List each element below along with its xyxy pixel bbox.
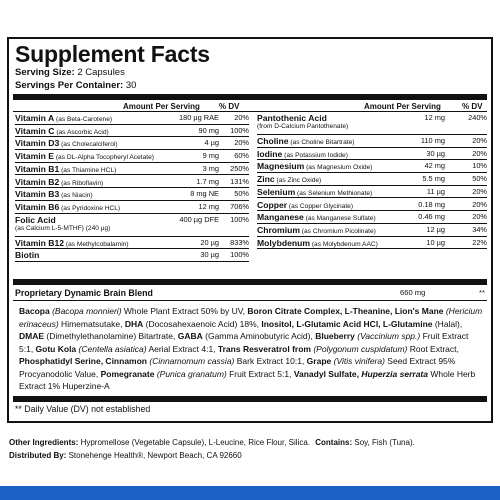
ingredient-segment: Aerial Extract 4:1, [146, 343, 218, 354]
nutrient-name [257, 200, 353, 210]
nutrient-label: Iodine [257, 148, 283, 159]
ingredient-segment: Gotu Kola [35, 343, 79, 354]
ingredient-segment: (Punica granatum) [156, 368, 227, 379]
nutrient-name [257, 149, 348, 159]
ingredient-segment: Trans Resveratrol from [217, 343, 314, 354]
blend-dv: ** [479, 288, 485, 297]
nutrient-dv: 10% [472, 161, 487, 171]
nutrient-name [257, 161, 372, 171]
nutrient-label: Vitamin B2 [15, 176, 60, 187]
divider-thick-bottom [13, 396, 487, 402]
nutrient-dv: 240% [468, 113, 487, 122]
nutrient-row [257, 199, 487, 212]
ingredient-segment: (Vaccinium spp.) [357, 331, 421, 341]
header-amount-left: Amount Per Serving [123, 102, 200, 111]
ingredient-segment: Phosphatidyl Serine, Cinnamon [19, 356, 150, 366]
nutrient-row [257, 173, 487, 186]
nutrient-amount: 9 mg [202, 151, 219, 161]
nutrient-name [15, 113, 112, 123]
nutrient-dv: 100% [230, 250, 249, 260]
ingredient-segment: (Polygonum cuspidatum) [313, 343, 408, 354]
nutrient-label: Vitamin A [15, 113, 55, 123]
nutrients-right-column [257, 112, 487, 287]
nutrient-row [15, 150, 249, 163]
nutrient-dv: 100% [230, 214, 249, 224]
other-ingredients-value: Hypromellose (Vegetable Capsule), L-Leucine, Rice Flour, Silica. [78, 438, 311, 447]
nutrient-label: Vitamin E [15, 151, 55, 162]
ingredient-segment: Whole Plant Extract 50% by UV, [121, 306, 248, 316]
nutrient-label: Vitamin B3 [15, 189, 60, 200]
servings-per-container-label: Servings Per Container: [15, 80, 124, 91]
accent-bar [0, 486, 500, 500]
nutrient-amount: 400 µg DFE [179, 214, 219, 224]
nutrient-source: (as Thiamine HCL) [59, 166, 117, 174]
nutrient-row [257, 211, 487, 224]
divider-thick-blend [13, 279, 487, 285]
nutrient-dv: 20% [472, 148, 487, 158]
nutrient-amount: 90 mg [198, 125, 219, 135]
distributed-by-line [9, 449, 493, 462]
nutrient-source: (as Niacin) [59, 192, 93, 200]
nutrient-amount: 0.46 mg [418, 212, 445, 222]
serving-size [15, 67, 125, 78]
ingredient-segment: (Cinnamomum cassia) [149, 356, 235, 366]
nutrient-amount: 42 mg [424, 161, 445, 171]
header-amount-right: Amount Per Serving [364, 102, 441, 111]
nutrient-dv: 131% [230, 176, 249, 186]
nutrient-amount: 110 mg [420, 136, 445, 145]
other-ingredients-line [9, 436, 493, 449]
ingredient-segment: Huperzia serrata [361, 368, 428, 379]
nutrient-name [257, 225, 376, 235]
nutrient-amount: 3 mg [202, 163, 219, 173]
nutrients-left-column [15, 112, 249, 287]
nutrient-amount: 12 mg [198, 201, 219, 211]
nutrient-row [15, 237, 249, 250]
nutrient-row [257, 186, 487, 199]
ingredient-segment: DHA [124, 318, 144, 329]
nutrient-dv: 20% [234, 113, 249, 122]
nutrient-row [15, 137, 249, 150]
ingredient-segment: Fruit Extract 5:1, [19, 331, 469, 354]
nutrient-row [257, 160, 487, 173]
nutrient-row [15, 201, 249, 214]
nutrient-row [15, 188, 249, 201]
nutrient-name [15, 250, 39, 260]
nutrient-source: (as DL-Alpha Tocopheryl Acetate) [54, 154, 154, 162]
nutrient-source: (as Chromium Picolinate) [299, 227, 376, 235]
nutrient-source: (as Selenium Methionate) [295, 189, 373, 197]
distributed-by-value: Stonehenge Health®, Newport Beach, CA 92660 [66, 451, 242, 460]
nutrient-source: (as Riboflavin) [59, 179, 104, 187]
nutrient-name [257, 187, 372, 197]
nutrient-label: Chromium [257, 224, 300, 235]
nutrient-source: (as Zinc Oxide) [274, 177, 322, 185]
nutrient-label: Magnesium [257, 161, 305, 172]
nutrient-dv: 50% [234, 189, 249, 199]
nutrient-name [15, 151, 154, 161]
dv-footnote: ** Daily Value (DV) not established [15, 404, 151, 414]
nutrient-source: (as Ascorbic Acid) [54, 128, 109, 136]
nutrient-label: Choline [257, 136, 289, 146]
ingredient-segment: Boron Citrate Complex, L-Theanine, Lion's Mane [247, 306, 446, 316]
nutrient-name [15, 215, 56, 225]
nutrient-dv: 20% [472, 186, 487, 196]
nutrient-source-sub: (from D-Calcium Pantothenate) [257, 123, 349, 130]
ingredient-segment: Vanadyl Sulfate, [293, 368, 362, 379]
ingredient-segment: Blueberry [315, 331, 358, 341]
ingredient-segment: (Gamma Aminobutyric Acid), [202, 331, 316, 341]
nutrient-dv: 100% [230, 125, 249, 135]
nutrient-source-sub: (as Calcium L-5-MTHF) (240 µg) [15, 224, 111, 232]
nutrient-amount: 0.18 mg [418, 199, 445, 209]
nutrient-row [15, 214, 249, 237]
nutrient-name [257, 174, 321, 184]
ingredient-segment: Fruit Extract 5:1, [226, 368, 294, 379]
header-dv-right: % DV [462, 102, 483, 111]
nutrient-label: Selenium [257, 186, 296, 197]
nutrient-dv: 20% [472, 212, 487, 222]
nutrient-amount: 10 µg [426, 237, 445, 247]
nutrient-dv: 706% [230, 201, 249, 211]
nutrient-amount: 4 µg [204, 138, 219, 148]
ingredient-segment: Root Extract, [407, 343, 459, 354]
ingredient-segment: (Vitis vinifera) [333, 356, 385, 366]
nutrient-source: (as Choline Bitartrate) [288, 139, 355, 146]
divider-blend [13, 300, 487, 301]
nutrient-source: (as Copper Glycinate) [287, 202, 354, 210]
nutrient-row [257, 224, 487, 237]
nutrient-name [257, 136, 354, 146]
servings-per-container [15, 80, 136, 91]
nutrient-amount: 11 µg [426, 186, 445, 196]
ingredient-segment: Bacopa [19, 306, 53, 316]
nutrient-name [15, 164, 116, 174]
nutrient-source: (as Magnesium Oxide) [304, 164, 373, 172]
nutrient-name [257, 212, 376, 222]
nutrient-label: Molybdenum [257, 237, 310, 248]
nutrient-amount: 5.5 mg [422, 174, 445, 184]
nutrient-row [15, 176, 249, 189]
distributed-by-label: Distributed By: [9, 451, 67, 460]
nutrient-label: Copper [257, 199, 288, 210]
nutrient-row [257, 112, 487, 135]
ingredient-segment: (Docosahexaenoic Acid) 18%, [143, 318, 262, 329]
ingredient-segment: (Centella asiatica) [78, 343, 147, 354]
nutrient-label: Pantothenic Acid [257, 113, 327, 123]
nutrient-label: Vitamin B12 [15, 237, 65, 248]
nutrient-source: (as Cholecalciferol) [59, 141, 118, 149]
blend-amount: 660 mg [400, 288, 426, 297]
nutrient-label: Vitamin C [15, 125, 55, 136]
nutrient-label: Manganese [257, 212, 304, 223]
nutrient-row [15, 249, 249, 262]
nutrient-row [257, 237, 487, 250]
serving-size-value: 2 Capsules [77, 67, 125, 78]
ingredient-segment: (Dimethylethanolamine) Bitartrate, [44, 331, 178, 341]
nutrient-label: Vitamin B1 [15, 163, 60, 174]
nutrient-row [257, 135, 487, 148]
ingredient-segment: GABA [177, 331, 203, 341]
nutrient-name [15, 202, 120, 212]
ingredient-segment: Pomegranate [100, 368, 157, 379]
nutrient-row [15, 125, 249, 138]
nutrient-dv: 22% [472, 237, 487, 247]
nutrient-dv: 833% [230, 237, 249, 247]
nutrient-dv: 250% [230, 163, 249, 173]
nutrient-name [15, 238, 129, 248]
nutrient-label: Biotin [15, 250, 40, 261]
blend-name: Proprietary Dynamic Brain Blend [15, 288, 153, 298]
nutrient-dv: 60% [234, 151, 249, 161]
label-footer [9, 436, 493, 462]
nutrient-amount: 30 µg [200, 250, 219, 260]
other-ingredients-label: Other Ingredients: [9, 438, 79, 447]
nutrient-name [257, 113, 327, 123]
ingredient-segment: (Halal), [432, 318, 463, 329]
serving-size-label: Serving Size: [15, 67, 75, 78]
nutrient-amount: 12 mg [424, 113, 445, 122]
ingredient-segment: Grape [306, 356, 334, 366]
nutrient-dv: 20% [472, 199, 487, 209]
nutrient-amount: 12 µg [426, 224, 445, 234]
nutrient-dv: 34% [472, 224, 487, 234]
servings-per-container-value: 30 [125, 80, 137, 91]
nutrient-name [257, 238, 378, 248]
supplement-facts-panel [7, 37, 493, 423]
nutrient-label: Zinc [257, 174, 275, 185]
nutrient-amount: 20 µg [200, 237, 219, 247]
nutrient-label: Folic Acid [15, 214, 56, 225]
ingredient-segment: DMAE [19, 331, 45, 341]
ingredient-segment: (Bacopa monnieri) [52, 306, 122, 316]
panel-title: Supplement Facts [15, 41, 210, 67]
nutrient-row [15, 112, 249, 125]
nutrient-row [15, 163, 249, 176]
nutrient-dv: 20% [472, 136, 487, 145]
nutrient-name [15, 138, 118, 148]
nutrient-amount: 1.7 mg [196, 176, 219, 186]
divider-thick-top [13, 94, 487, 100]
nutrient-source: (as Pyridoxine HCL) [59, 204, 121, 212]
ingredient-segment: Himematsutake, [58, 318, 125, 329]
nutrient-name [15, 177, 103, 187]
nutrient-label: Vitamin B6 [15, 201, 60, 212]
nutrient-source: (as Beta-Carotene) [54, 116, 113, 123]
ingredient-segment: Seed Extract 95% Procyanodolic Value, [19, 356, 456, 379]
ingredient-segment: Bark Extract 10:1, [234, 356, 307, 366]
ingredient-segment: Inositol, L-Glutamic Acid HCl, L-Glutamine [261, 318, 433, 329]
ingredient-segment: (Hericium erinaceus) [19, 306, 483, 329]
nutrient-dv: 20% [234, 138, 249, 148]
contains-value: Soy, Fish (Tuna). [352, 438, 415, 447]
header-dv-left: % DV [219, 102, 240, 111]
ingredient-segment: Whole Herb Extract 1% Huperzine-A [19, 368, 476, 391]
nutrient-source: (as Potassium Iodide) [282, 151, 348, 159]
blend-ingredients-text [19, 305, 483, 393]
nutrient-name [15, 126, 109, 136]
nutrient-amount: 180 µg RAE [178, 113, 219, 122]
nutrient-source: (as Molybdenum AAC) [310, 240, 378, 248]
nutrient-amount: 30 µg [426, 148, 445, 158]
contains-label: Contains: [315, 438, 353, 447]
nutrient-row [257, 148, 487, 161]
nutrient-source: (as Methylcobalamin) [64, 240, 129, 248]
nutrient-dv: 50% [472, 174, 487, 184]
nutrient-label: Vitamin D3 [15, 138, 60, 149]
nutrient-amount: 8 mg NE [190, 189, 219, 199]
nutrient-source: (as Manganese Sulfate) [303, 215, 376, 223]
nutrient-name [15, 189, 93, 199]
